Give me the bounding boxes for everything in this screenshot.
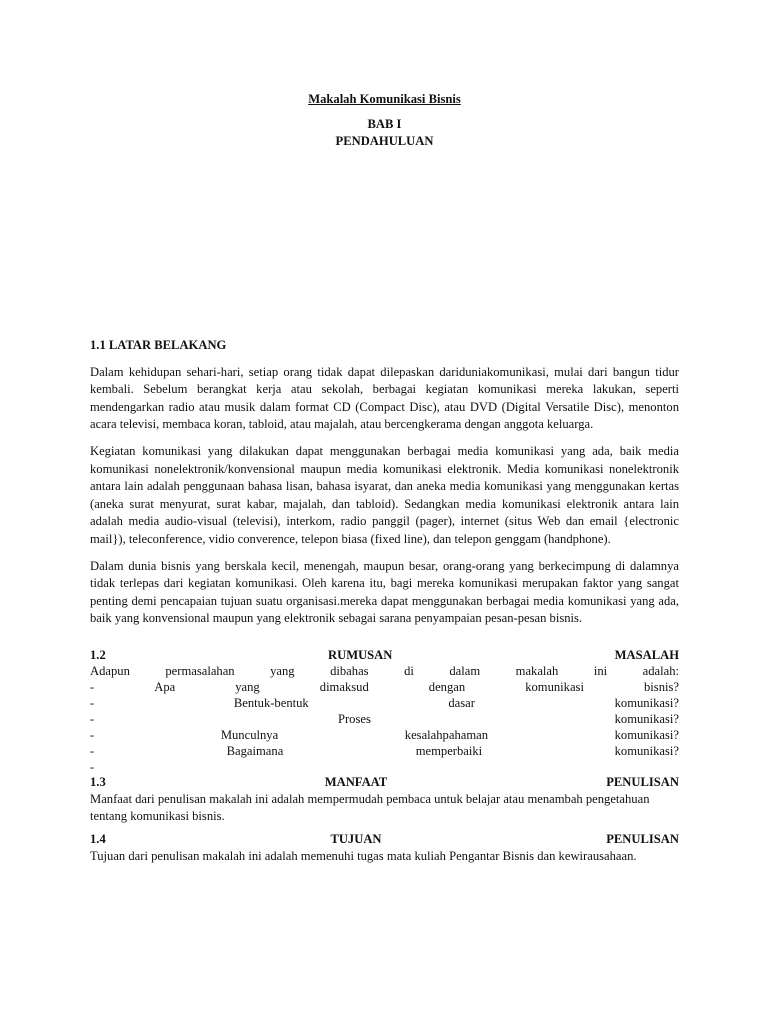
section-latar-belakang bbox=[90, 337, 679, 637]
word: dasar bbox=[448, 696, 475, 710]
word: memperbaiki bbox=[415, 744, 483, 758]
intro-line bbox=[90, 663, 679, 679]
word: komunikasi? bbox=[614, 712, 679, 726]
heading-word: 1.3 bbox=[90, 775, 106, 789]
list-item bbox=[90, 679, 679, 695]
document-title: Makalah Komunikasi Bisnis bbox=[308, 92, 461, 106]
word: dimaksud bbox=[319, 680, 369, 694]
word: bisnis? bbox=[644, 680, 679, 694]
bullet: - bbox=[90, 760, 95, 774]
word: Adapun bbox=[90, 664, 130, 678]
word: dalam bbox=[449, 664, 481, 678]
list-item bbox=[90, 727, 679, 743]
document-page bbox=[90, 0, 679, 1024]
section-text: Tujuan dari penulisan makalah ini adalah memenuhi tugas mata kuliah Pengantar Bisnis dan kewirausahaan. bbox=[90, 849, 637, 863]
word: di bbox=[404, 664, 414, 678]
paragraph-3: Dalam dunia bisnis yang berskala kecil, menengah, maupun besar, orang-orang yang berkecimpung di dalamnya tidak terlepas dari kegiatan komunikasi. Oleh karena itu, bagi mereka komunikasi merupakan faktor yang sangat penting demi pencapaian tujuan suatu organisasi.mereka dapat menggunakan berbagai media komunikasi yang ada, baik yang konvensional maupun yang elektronik sebagai sarana penyampaian pesan-pesan bisnis. bbox=[90, 558, 679, 626]
section-manfaat-penulisan bbox=[90, 774, 679, 825]
word: komunikasi bbox=[525, 680, 584, 694]
word: Apa bbox=[154, 680, 176, 694]
word: Bagaimana bbox=[226, 744, 284, 758]
word: makalah bbox=[515, 664, 559, 678]
word: komunikasi? bbox=[614, 696, 679, 710]
heading-word: MASALAH bbox=[614, 648, 679, 662]
word: komunikasi? bbox=[614, 744, 679, 758]
bullet: - bbox=[90, 728, 95, 742]
word: permasalahan bbox=[165, 664, 235, 678]
chapter-heading bbox=[90, 116, 679, 150]
word: yang bbox=[270, 664, 295, 678]
word: adalah: bbox=[642, 664, 679, 678]
section-heading: 1.1 LATAR BELAKANG bbox=[90, 338, 227, 352]
heading-word: TUJUAN bbox=[330, 832, 382, 846]
section-tujuan-penulisan bbox=[90, 831, 679, 865]
section-rumusan-masalah bbox=[90, 647, 679, 775]
section-heading bbox=[90, 647, 679, 663]
bullet: - bbox=[90, 712, 95, 726]
bullet: - bbox=[90, 680, 95, 694]
word: komunikasi? bbox=[614, 728, 679, 742]
paragraph-2: Kegiatan komunikasi yang dilakukan dapat menggunakan berbagai media komunikasi yang ada, baik media komunikasi nonelektronik/konvensional maupun media komunikasi elektronik. Media komunikasi nonelektronik antara lain adalah penggunaan bahasa lisan, bahasa isyarat, dan aneka media komunikasi yang menggunakan kertas (aneka surat menyurat, surat kabar, majalah, dan tabloid). Sedangkan media komunikasi elektronik antara lain adalah media audio-visual (televisi), interkom, radio panggil (pager), internet (situs Web dan email {electronic mail}), teleconference, vidio converence, telepon biasa (fixed line), dan telepon genggam (handphone). bbox=[90, 443, 679, 546]
section-heading bbox=[90, 774, 679, 791]
list-item bbox=[90, 711, 679, 727]
bab-label: BAB I bbox=[367, 117, 402, 131]
word: kesalahpahaman bbox=[404, 728, 489, 742]
heading-word: RUMUSAN bbox=[328, 648, 393, 662]
word: Bentuk-bentuk bbox=[233, 696, 309, 710]
section-heading bbox=[90, 831, 679, 848]
list-item bbox=[90, 695, 679, 711]
bullet: - bbox=[90, 696, 95, 710]
list-item bbox=[90, 743, 679, 759]
word: ini bbox=[593, 664, 608, 678]
heading-word: 1.2 bbox=[90, 648, 106, 662]
bullet: - bbox=[90, 744, 95, 758]
list-item bbox=[90, 759, 679, 775]
word: yang bbox=[235, 680, 260, 694]
word: Munculnya bbox=[220, 728, 279, 742]
heading-word: MANFAAT bbox=[324, 775, 388, 789]
heading-word: PENULISAN bbox=[606, 775, 679, 789]
heading-word: PENULISAN bbox=[606, 832, 679, 846]
word: Proses bbox=[337, 712, 371, 726]
document-title-block bbox=[90, 91, 679, 109]
word: dengan bbox=[428, 680, 466, 694]
paragraph-1: Dalam kehidupan sehari-hari, setiap orang tidak dapat dilepaskan dariduniakomunikasi, mulai dari bangun tidur kembali. Sebelum berangkat kerja atau sekolah, berbagai kegiatan komunikasi mereka lakukan, seperti mendengarkan radio atau musik dalam format CD (Compact Disc), atau DVD (Digital Versatile Disc), menonton acara televisi, membaca koran, tabloid, atau majalah, atau bercengkerama dengan anggota keluarga. bbox=[90, 364, 679, 432]
word: dibahas bbox=[330, 664, 369, 678]
heading-word: 1.4 bbox=[90, 832, 106, 846]
chapter-title: PENDAHULUAN bbox=[335, 134, 434, 148]
section-text: Manfaat dari penulisan makalah ini adalah mempermudah pembaca untuk belajar atau menambah pengetahuan tentang komunikasi bisnis. bbox=[90, 792, 650, 823]
